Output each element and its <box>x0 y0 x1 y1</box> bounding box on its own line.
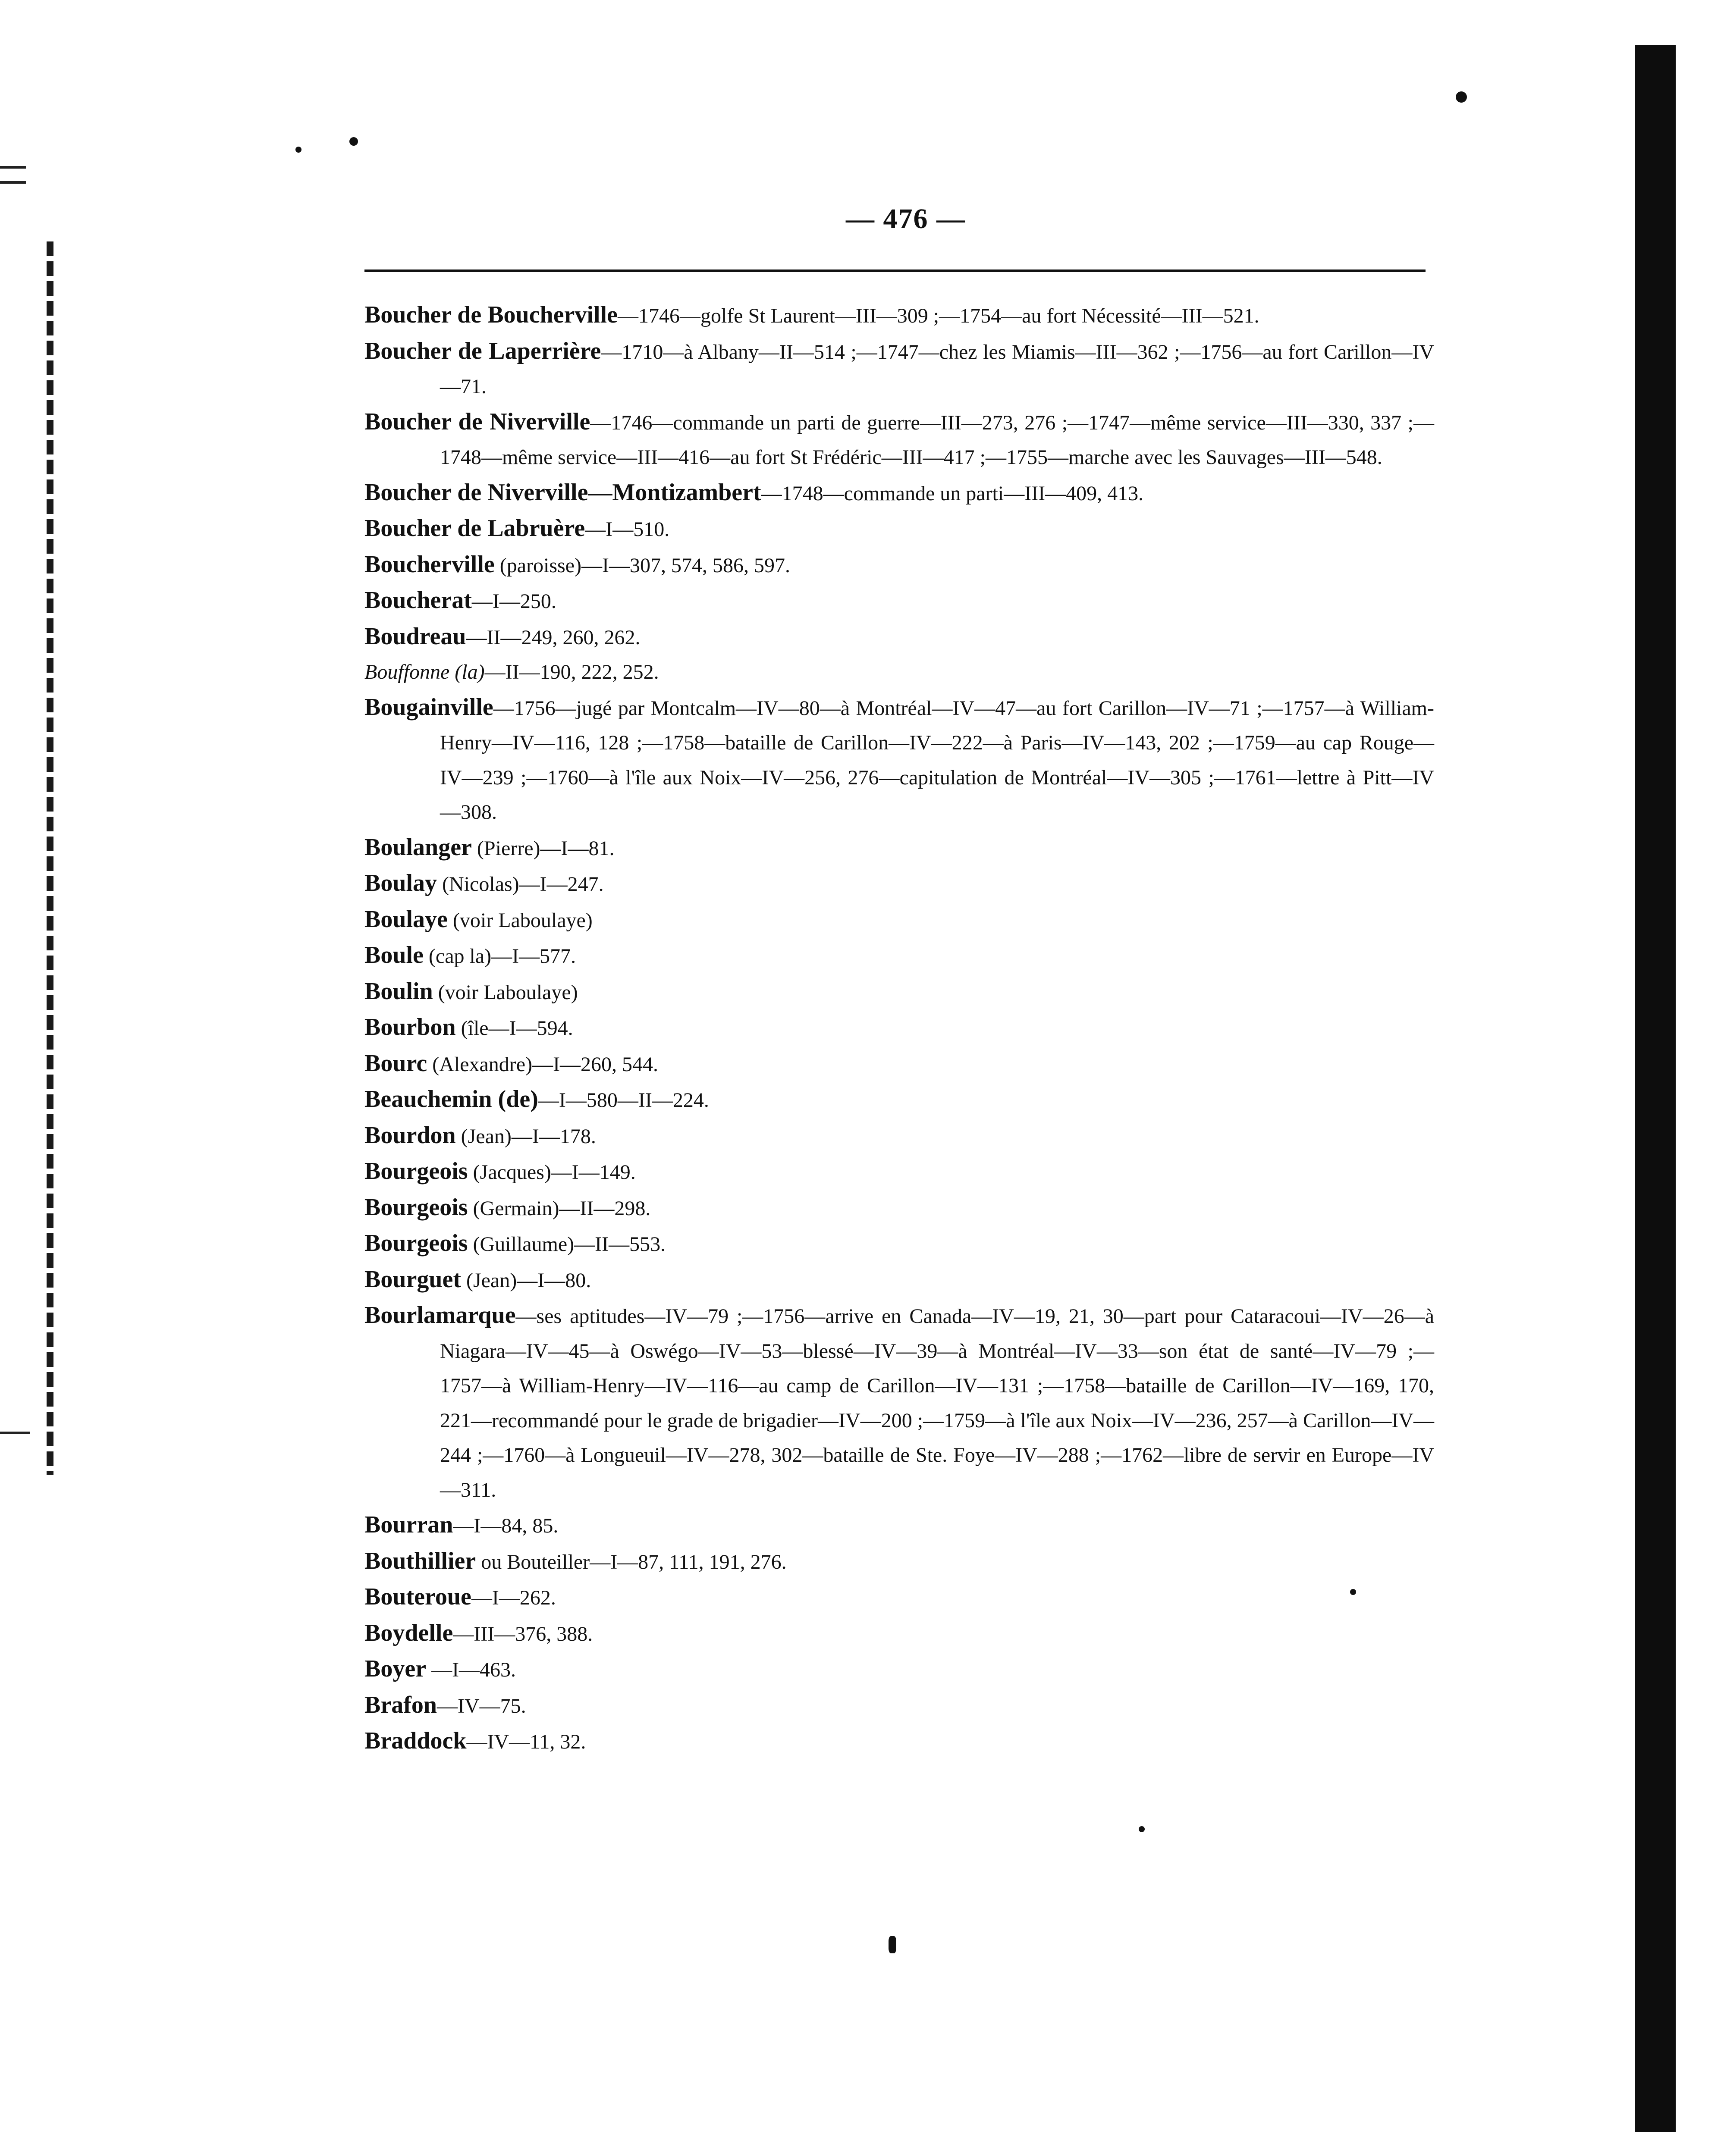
index-entry <box>364 1544 1434 1580</box>
index-entry <box>364 1226 1434 1262</box>
entry-references: —IV—75. <box>437 1694 526 1717</box>
entry-references: (île—I—594. <box>455 1017 573 1040</box>
entry-headword: Boucher de Niverville—Montizambert <box>364 479 761 506</box>
entry-headword: Bourguet <box>364 1266 461 1293</box>
index-entry <box>364 1010 1434 1046</box>
scan-mark <box>0 166 26 169</box>
index-entry <box>364 619 1434 655</box>
entry-references: (Jacques)—I—149. <box>468 1161 636 1184</box>
entry-headword: Bourbon <box>364 1014 456 1040</box>
entry-headword: Bourran <box>364 1511 453 1538</box>
entry-references: —ses aptitudes—IV—79 ;—1756—arrive en Canada—IV—19, 21, 30—part pour Cataracoui—IV—26—à Niagara—IV—45—à Oswégo—IV—53—blessé—IV—39—à Montréal—IV—33—son état de santé—IV—79 ;—1757—à William-Henry—IV—116—au camp de Carillon—IV—131 ;—1758—bataille de Carillon—IV—169, 170, 221—recommandé pour le grade de brigadier—IV—200 ;—1759—à l'île aux Noix—IV—236, 257—à Carillon—IV—244 ;—1760—à Longueuil—IV—278, 302—bataille de Ste. Foye—IV—288 ;—1762—libre de servir en Europe—IV—311. <box>440 1305 1434 1501</box>
index-entry <box>364 655 1434 690</box>
index-entry <box>364 1298 1434 1507</box>
index-entry <box>364 1118 1434 1154</box>
entry-headword: Bourlamarque <box>364 1302 516 1329</box>
entry-headword: Bouteroue <box>364 1583 471 1610</box>
entry-headword: Boucher de Niverville <box>364 408 590 435</box>
entry-headword: Braddock <box>364 1727 467 1754</box>
entry-headword: Boudreau <box>364 623 466 650</box>
entry-references: —I—510. <box>585 518 670 541</box>
scan-mark <box>0 1432 30 1434</box>
entry-references: —I—463. <box>426 1658 516 1681</box>
entry-references: —II—190, 222, 252. <box>484 661 659 683</box>
index-entry <box>364 1190 1434 1226</box>
entry-headword: Boulin <box>364 978 433 1005</box>
entry-headword: Boulanger <box>364 834 472 861</box>
index-entry <box>364 511 1434 547</box>
entry-references: —I—262. <box>471 1586 556 1609</box>
entry-references: —1746—commande un parti de guerre—III—273, 276 ;—1747—même service—III—330, 337 ;—1748—même service—III—416—au fort St Frédéric—III—417 ;—1755—marche avec les Sauvages—III—548. <box>440 411 1435 469</box>
index-entry <box>364 404 1434 475</box>
header-rule <box>364 270 1426 272</box>
entry-references: (voir Laboulaye) <box>433 981 578 1004</box>
entry-headword: Boyer <box>364 1655 427 1682</box>
entry-headword: Boucherville <box>364 551 495 578</box>
scan-speck <box>1139 1826 1145 1832</box>
scan-speck <box>1456 91 1467 103</box>
scan-mark <box>0 181 26 184</box>
entry-headword: Bourgeois <box>364 1194 468 1221</box>
entry-references: —I—84, 85. <box>453 1514 559 1537</box>
entry-references: —1746—golfe St Laurent—III—309 ;—1754—au fort Nécessité—III—521. <box>617 304 1259 327</box>
index-entries <box>364 298 1434 1760</box>
index-entry <box>364 475 1434 511</box>
entry-references: (Nicolas)—I—247. <box>437 873 604 896</box>
scan-left-edge <box>0 0 78 2156</box>
entry-headword: Beauchemin (de) <box>364 1086 538 1112</box>
entry-headword: Bourgeois <box>364 1230 468 1257</box>
entry-references: —I—580—II—224. <box>538 1089 709 1112</box>
entry-references: (cap la)—I—577. <box>423 945 576 968</box>
entry-headword: Bourc <box>364 1050 427 1077</box>
scan-speck <box>889 1936 896 1953</box>
entry-references: —1756—jugé par Montcalm—IV—80—à Montréal—IV—47—au fort Carillon—IV—71 ;—1757—à William-Henry—IV—116, 128 ;—1758—bataille de Carillon—IV—222—à Paris—IV—143, 202 ;—1759—au cap Rouge—IV—239 ;—1760—à l'île aux Noix—IV—256, 276—capitulation de Montréal—IV—305 ;—1761—lettre à Pitt—IV—308. <box>440 696 1434 824</box>
entry-references: —I—250. <box>471 590 556 613</box>
scan-binding-strip <box>47 241 53 1475</box>
index-entry <box>364 334 1434 404</box>
index-entry <box>364 1579 1434 1616</box>
index-entry <box>364 1651 1434 1688</box>
entry-references: (Jean)—I—178. <box>455 1125 596 1148</box>
entry-headword: Bougainville <box>364 693 493 721</box>
index-entry <box>364 1616 1434 1652</box>
index-entry <box>364 938 1434 974</box>
entry-headword: Boule <box>364 942 424 968</box>
index-entry <box>364 583 1434 619</box>
index-entry <box>364 1507 1434 1544</box>
scan-dark-margin <box>1635 45 1676 2132</box>
entry-references: (voir Laboulaye) <box>447 909 593 932</box>
entry-references: (Pierre)—I—81. <box>471 837 615 860</box>
entry-headword: Bourdon <box>364 1122 456 1149</box>
entry-headword: Bourgeois <box>364 1158 468 1185</box>
index-entry <box>364 1046 1434 1082</box>
entry-headword: Boulaye <box>364 906 448 933</box>
index-entry <box>364 1688 1434 1724</box>
index-entry <box>364 547 1434 583</box>
entry-headword: Boydelle <box>364 1619 453 1646</box>
entry-headword: Bouthillier <box>364 1547 476 1574</box>
index-entry <box>364 1262 1434 1298</box>
entry-references: (Alexandre)—I—260, 544. <box>427 1053 659 1076</box>
index-entry <box>364 866 1434 902</box>
entry-references: —1710—à Albany—II—514 ;—1747—chez les Miamis—III—362 ;—1756—au fort Carillon—IV—71. <box>440 340 1435 398</box>
entry-references: ou Bouteiller—I—87, 111, 191, 276. <box>476 1550 787 1573</box>
entry-references: —III—376, 388. <box>453 1622 593 1645</box>
entry-references: —II—249, 260, 262. <box>466 626 641 649</box>
entry-references: (Jean)—I—80. <box>461 1269 591 1292</box>
entry-references: —IV—11, 32. <box>466 1730 586 1753</box>
index-entry <box>364 1724 1434 1760</box>
entry-headword: Boucher de Boucherville <box>364 301 618 328</box>
index-entry <box>364 974 1434 1010</box>
index-entry <box>364 902 1434 938</box>
entry-references: (Guillaume)—II—553. <box>468 1233 666 1256</box>
index-entry <box>364 298 1434 334</box>
entry-headword: Boucher de Labruère <box>364 515 585 542</box>
entry-headword: Bouffonne (la) <box>364 661 485 683</box>
index-entry <box>364 690 1434 830</box>
entry-references: (Germain)—II—298. <box>468 1197 651 1220</box>
index-entry <box>364 1082 1434 1118</box>
scan-speck <box>349 137 358 146</box>
entry-headword: Boulay <box>364 870 437 896</box>
entry-headword: Boucher de Laperrière <box>364 337 601 364</box>
page-number: — 476 — <box>846 203 966 235</box>
index-entry <box>364 830 1434 866</box>
scan-speck <box>295 147 301 153</box>
index-entry <box>364 1154 1434 1190</box>
entry-headword: Brafon <box>364 1691 437 1718</box>
entry-references: (paroisse)—I—307, 574, 586, 597. <box>494 554 790 577</box>
entry-references: —1748—commande un parti—III—409, 413. <box>761 482 1144 505</box>
entry-headword: Boucherat <box>364 587 472 614</box>
